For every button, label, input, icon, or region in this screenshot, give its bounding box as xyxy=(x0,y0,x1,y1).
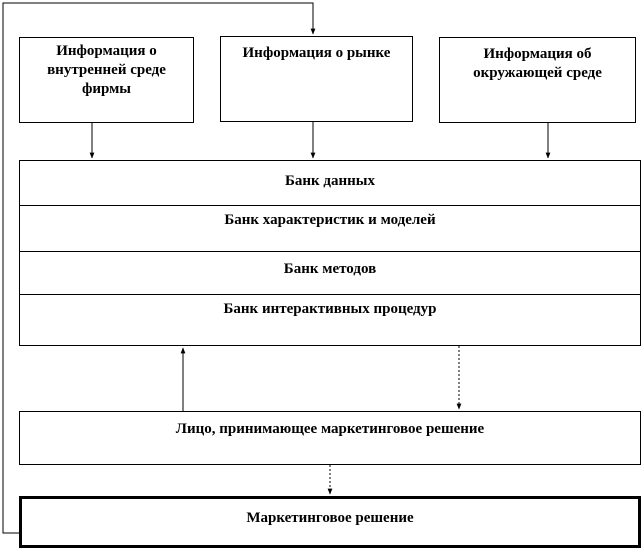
info-market-label: Информация о рынке xyxy=(242,45,391,61)
feedback-loop-line xyxy=(3,3,313,533)
info-environment-label: Информация об окружающей среде xyxy=(473,46,602,81)
decision-maker-label: Лицо, принимающее маркетинговое решение xyxy=(175,421,485,437)
bank-models-label: Банк характеристик и моделей xyxy=(224,212,436,228)
bank-data-label: Банк данных xyxy=(284,173,376,189)
bank-methods-label: Банк методов xyxy=(283,261,377,277)
info-internal-label: Информация о внутренней среде фирмы xyxy=(47,43,166,97)
bank-procedures-label: Банк интерактивных процедур xyxy=(223,301,437,317)
decision-label: Маркетинговое решение xyxy=(246,510,414,526)
